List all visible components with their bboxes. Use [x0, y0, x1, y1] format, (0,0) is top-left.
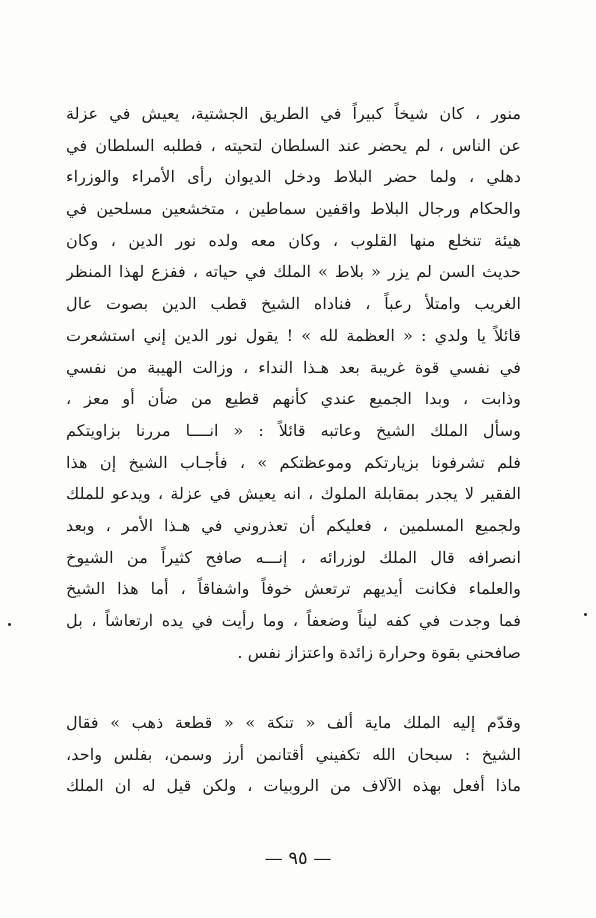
text-line: الغريب وامتلأ رعباً ، فناداه الشيخ قطب الدين بصوت عال: [66, 294, 521, 314]
text-line: وسأل الملك الشيخ وعاتبه قائلاً : « انــــا مررنا بزاويتكم: [66, 420, 521, 440]
margin-mark: [8, 623, 11, 626]
text-line: ماذا أفعل بهذه الآلاف من الروبيات ، ولكن قيل له ان الملك: [66, 776, 521, 796]
text-line: فلم تشرفونا بزيارتكم وموعظتكم » ، فأجـاب الشيخ إن هذا: [66, 452, 521, 472]
text-line: والحكام ورجال البلاط واقفين سماطين ، متخشعين مسلحين في: [66, 199, 521, 219]
text-line: قائلاً يا ولدي : « العظمة لله » ! يقول نور الدين إني استشعرت: [66, 325, 521, 345]
text-line: وذابت ، وبدا الجميع عندي كأنهم قطيع من ضأن أو معز ،: [66, 389, 521, 409]
text-line: منور ، كان شيخاً كبيراً في الطريق الجشتية، يعيش في عزلة: [66, 104, 521, 123]
text-line: دهلي ، ولما حضر البلاط ودخل الديوان رأى الأمراء والوزراء: [66, 167, 521, 187]
page-number: — ٩٥ —: [264, 848, 332, 869]
text-line: فما وجدت في كفه ليناً وضعفاً ، وما رأيت في يده ارتعاشاً ، بل: [66, 611, 521, 630]
paragraph-2: [66, 707, 521, 802]
text-line: الفقير لا يجدر بمقابلة الملوك ، انه يعيش في عزلة ، ويدعو للملك: [66, 484, 521, 504]
text-line: هيئة تنخلع منها القلوب ، وكان معه ولده نور الدين ، وكان: [66, 230, 521, 250]
text-line: صافحني بقوة وحرارة زائدة واعتزاز نفس .: [237, 642, 521, 662]
text-line: ولجميع المسلمين ، فعليكم أن تعذروني في هـذا الأمر ، وبعد: [66, 515, 521, 535]
text-line: حديث السن لم يزر « بلاط » الملك في حياته ، ففزع لهذا المنظر: [66, 262, 521, 282]
text-line: والعلماء فكانت أيديهم ترتعش خوفاً واشفاقاً ، أما هذا الشيخ: [66, 579, 521, 599]
margin-mark: [584, 613, 587, 616]
text-line: عن الناس ، لم يحضر عند السلطان لتحيته ، فطلبه السلطان في: [66, 135, 521, 155]
paragraph-1: [66, 98, 521, 668]
text-line: انصرافه قال الملك لوزرائه ، إنـــه صافح كثيراً من الشيوخ: [66, 547, 521, 567]
text-line: في نفسي قوة غريبة بعد هـذا النداء ، وزالت الهيبة من نفسي: [66, 357, 521, 377]
text-line: الشيخ : سبحان الله تكفيني أقتانمن أرز وسمن، بفلس واحد،: [66, 744, 521, 764]
text-line: وقدّم إليه الملك ماية ألف « تنكة » « قطعة ذهب » فقال: [66, 713, 521, 732]
